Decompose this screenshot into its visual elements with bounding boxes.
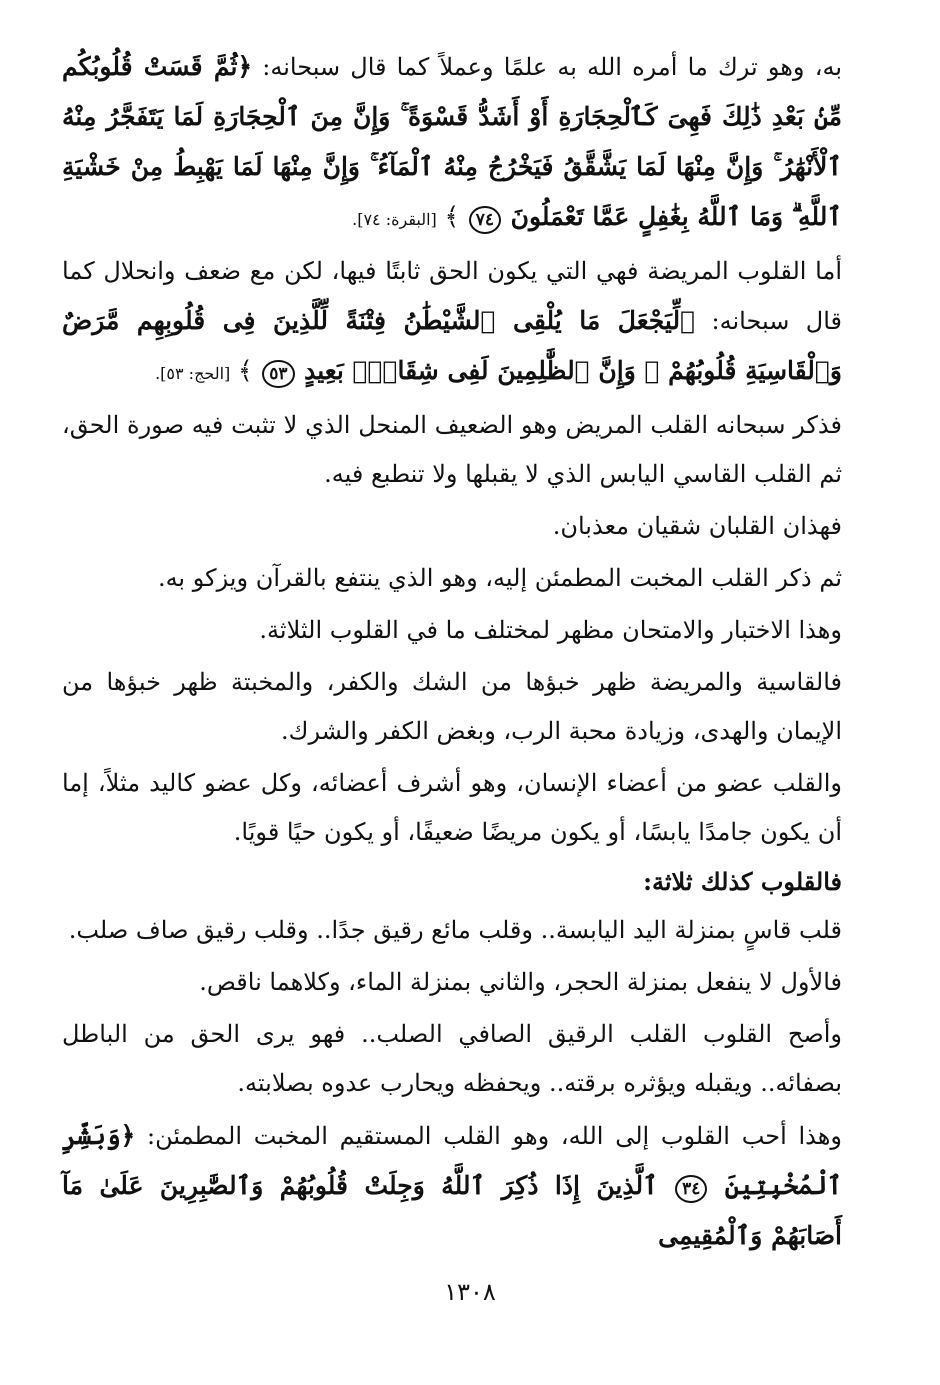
- paragraph: ثم ذكر القلب المخبت المطمئن إليه، وهو الذي ينتفع بالقرآن ويزكو به.: [157, 564, 842, 592]
- paragraph: فالأول لا ينفعل بمنزلة الحجر، والثاني بمنزلة الماء، وكلاهما ناقص.: [199, 968, 842, 996]
- surah-reference: [الحج: ٥٣].: [155, 364, 231, 383]
- ayah-number-marker: ٣٤: [675, 1175, 707, 1203]
- section-heading: فالقلوب كذلك ثلاثة:: [643, 867, 842, 896]
- paragraph: فالقاسية والمريضة ظهر خبؤها من الشك والكفر، والمخبتة ظهر خبؤها من الإيمان والهدى، وزيادة محبة الرب، وبغض الكفر والشرك.: [62, 668, 842, 745]
- paragraph-text: به، وهو ترك ما أمره الله به علمًا وعملاً كما قال سبحانه:: [252, 53, 842, 81]
- quran-close-bracket: ﴾: [237, 356, 253, 385]
- paragraph: والقلب عضو من أعضاء الإنسان، وهو أشرف أعضائه، وكل عضو كاليد مثلاً، إما أن يكون جامدًا يابسًا، أو يكون مريضًا ضعيفًا، أو يكون حيًا قويًا.: [62, 769, 842, 846]
- paragraph: وهذا الاختبار والامتحان مظهر لمختلف ما في القلوب الثلاثة.: [259, 616, 842, 644]
- quran-verse: ﴿وَبَشِّرِ ٱلْمُخْبِتِينَ: [62, 1121, 842, 1200]
- quran-verse-continued: ٱلَّذِينَ إِذَا ذُكِرَ ٱللَّهُ وَجِلَتْ قُلُوبُهُمْ وَٱلصَّٰبِرِينَ عَلَىٰ مَآ أَصَابَهُمْ وَٱلْمُقِيمِى: [62, 1171, 842, 1250]
- paragraph: وأصح القلوب القلب الرقيق الصافي الصلب.. فهو يرى الحق من الباطل بصفائه.. ويقبله ويؤثره برقته.. ويحفظه ويحارب عدوه بصلابته.: [62, 1020, 842, 1097]
- ayah-number-marker: ٧٤: [469, 206, 501, 234]
- paragraph-quran-hajj: [62, 247, 842, 398]
- page-body: [62, 42, 842, 1261]
- page-number: ١٣٠٨: [444, 1278, 496, 1306]
- ayah-number-marker: ٥٣: [262, 360, 294, 388]
- paragraph-quran-baqarah: [62, 42, 842, 244]
- paragraph-text: وهذا أحب القلوب إلى الله، وهو القلب المستقيم المخبت المطمئن:: [135, 1122, 843, 1150]
- paragraph-quran-hajj-34: [62, 1111, 842, 1261]
- quran-close-bracket: ﴾: [444, 202, 460, 231]
- quran-verse: ﴿ثُمَّ قَسَتْ قُلُوبُكُم مِّنۢ بَعْدِ ذَٰلِكَ فَهِىَ كَٱلْحِجَارَةِ أَوْ أَشَدُّ قَسْوَةً ۚ وَإِنَّ مِنَ ٱلْحِجَارَةِ لَمَا يَتَفَجَّرُ مِنْهُ ٱلْأَنْهَٰرُ ۚ وَإِنَّ مِنْهَا لَمَا يَشَّقَّقُ فَيَخْرُجُ مِنْهُ ٱلْمَآءُ ۚ وَإِنَّ مِنْهَا لَمَا يَهْبِطُ مِنْ خَشْيَةِ ٱللَّهِ ۗ وَمَا ٱللَّهُ بِغَٰفِلٍ عَمَّا تَعْمَلُونَ: [62, 52, 842, 231]
- paragraph: قلب قاسٍ بمنزلة اليد اليابسة.. وقلب مائع رقيق جدًا.. وقلب رقيق صاف صلب.: [68, 916, 842, 944]
- quran-verse: ﴿لِّيَجْعَلَ مَا يُلْقِى ٱلشَّيْطَٰنُ فِتْنَةً لِّلَّذِينَ فِى قُلُوبِهِم مَّرَضٌ وَٱلْقَاسِيَةِ قُلُوبُهُمْ ۗ وَإِنَّ ٱلظَّٰلِمِينَ لَفِى شِقَاقٍۭ بَعِيدٍ: [62, 306, 842, 385]
- paragraph-text: أما القلوب المريضة فهي التي يكون الحق ثابتًا فيها، لكن مع ضعف وانحلال كما قال سبحانه:: [62, 257, 842, 335]
- paragraph: فذكر سبحانه القلب المريض وهو الضعيف المنحل الذي لا تثبت فيه صورة الحق، ثم القلب القاسي اليابس الذي لا يقبلها ولا تنطبع فيه.: [62, 411, 842, 488]
- surah-reference: [البقرة: ٧٤].: [352, 210, 437, 229]
- paragraph: فهذان القلبان شقيان معذبان.: [552, 512, 842, 540]
